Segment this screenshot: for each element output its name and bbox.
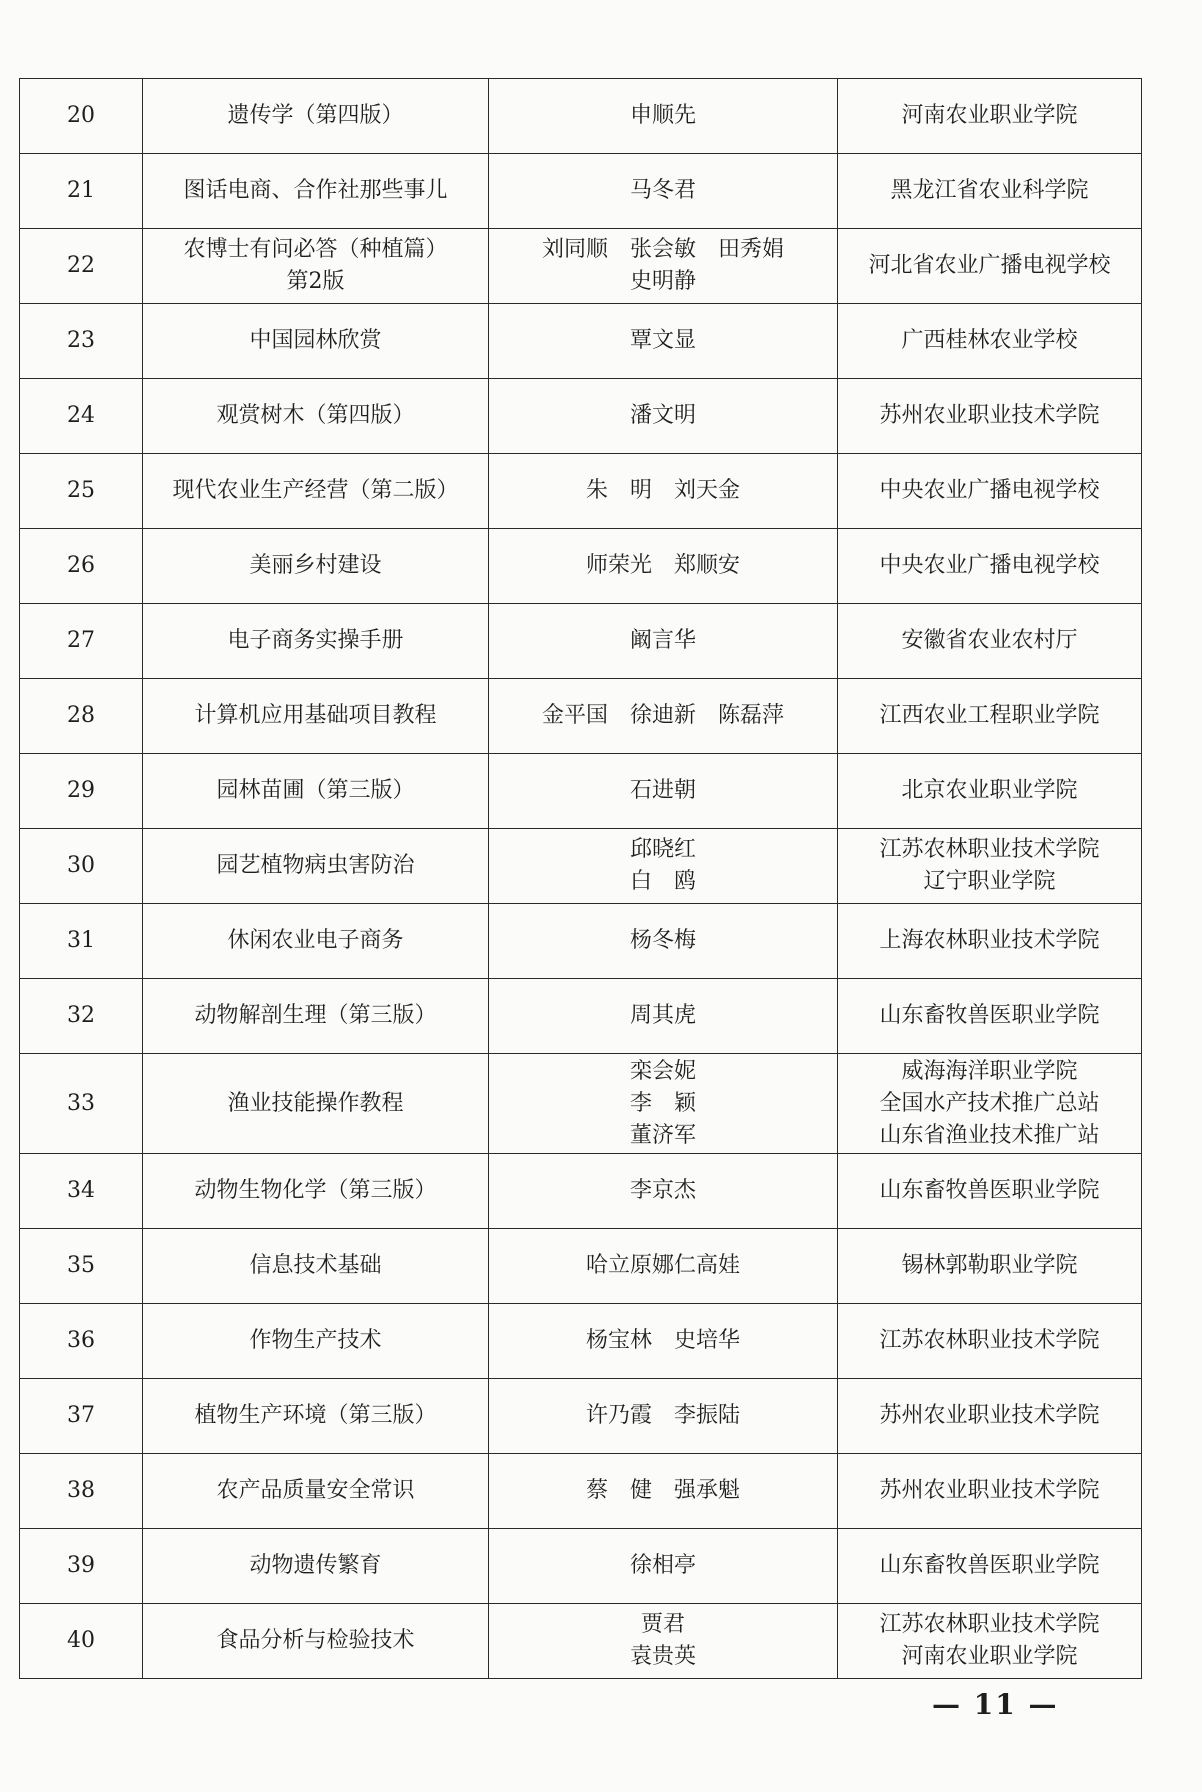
table-row (20, 1529, 1142, 1604)
row-number: 38 (20, 1454, 143, 1529)
organization-cell (838, 1304, 1142, 1379)
row-number: 35 (20, 1229, 143, 1304)
table-row (20, 829, 1142, 904)
author-names: 董济军 (629, 1122, 696, 1148)
book-title-cell (143, 1304, 489, 1379)
organization: 中央农业广播电视学校 (879, 478, 1100, 503)
book-title-cell (143, 79, 489, 154)
table-row (20, 1154, 1142, 1229)
book-title-cell (143, 904, 489, 979)
organization-cell (838, 1379, 1142, 1454)
author-names-cell (489, 1054, 838, 1154)
table-row (20, 604, 1142, 679)
book-title: 园艺植物病虫害防治 (216, 853, 415, 878)
author-names: 哈立原娜仁高娃 (585, 1253, 740, 1278)
author-names-cell (489, 979, 838, 1054)
author-names-cell (489, 904, 838, 979)
row-number: 20 (20, 79, 143, 154)
organization-cell (838, 979, 1142, 1054)
table-row (20, 529, 1142, 604)
organization: 安徽省农业农村厅 (901, 628, 1078, 653)
author-names: 栾会妮 (629, 1058, 696, 1084)
book-title: 现代农业生产经营（第二版） (172, 478, 459, 503)
book-title-cell (143, 379, 489, 454)
organization-cell (838, 1229, 1142, 1304)
author-names-cell (489, 679, 838, 754)
organization: 江西农业工程职业学院 (879, 703, 1100, 728)
author-names: 白 鸥 (629, 869, 696, 894)
organization: 全国水产技术推广总站 (879, 1090, 1100, 1116)
organization: 苏州农业职业技术学院 (879, 403, 1100, 428)
author-names-cell (489, 829, 838, 904)
book-title-cell (143, 1604, 489, 1679)
organization-cell (838, 1529, 1142, 1604)
author-names-cell (489, 1529, 838, 1604)
book-title: 食品分析与检验技术 (216, 1628, 415, 1653)
author-names: 朱 明 刘天金 (585, 478, 740, 503)
row-number: 37 (20, 1379, 143, 1454)
author-names: 阚言华 (629, 628, 696, 653)
organization: 北京农业职业学院 (901, 778, 1078, 803)
table-row (20, 979, 1142, 1054)
book-title-cell (143, 679, 489, 754)
row-number: 34 (20, 1154, 143, 1229)
row-number: 32 (20, 979, 143, 1054)
row-number: 21 (20, 154, 143, 229)
organization-cell (838, 679, 1142, 754)
book-title-cell (143, 754, 489, 829)
table-row (20, 1054, 1142, 1154)
book-title-cell (143, 529, 489, 604)
author-names-cell (489, 304, 838, 379)
author-names: 蔡 健 强承魁 (585, 1478, 740, 1503)
author-names: 徐相亭 (629, 1553, 696, 1578)
author-names: 潘文明 (629, 403, 696, 428)
organization-cell (838, 1054, 1142, 1154)
table-row (20, 679, 1142, 754)
book-title: 美丽乡村建设 (249, 553, 382, 578)
organization-cell (838, 1154, 1142, 1229)
book-title-cell (143, 1054, 489, 1154)
table-row (20, 754, 1142, 829)
row-number: 28 (20, 679, 143, 754)
book-title: 休闲农业电子商务 (227, 928, 404, 953)
organization: 苏州农业职业技术学院 (879, 1478, 1100, 1503)
row-number: 25 (20, 454, 143, 529)
row-number: 26 (20, 529, 143, 604)
book-title: 第2版 (286, 269, 345, 294)
book-title: 动物生物化学（第三版） (194, 1178, 437, 1203)
book-title: 农博士有问必答（种植篇） (183, 237, 448, 262)
author-names-cell (489, 1304, 838, 1379)
book-title: 作物生产技术 (249, 1328, 382, 1353)
book-title-cell (143, 1229, 489, 1304)
organization: 广西桂林农业学校 (901, 328, 1078, 353)
organization-cell (838, 904, 1142, 979)
book-title-cell (143, 1454, 489, 1529)
row-number: 24 (20, 379, 143, 454)
book-title: 农产品质量安全常识 (216, 1478, 415, 1503)
organization: 黑龙江省农业科学院 (890, 178, 1089, 203)
organization: 江苏农林职业技术学院 (879, 1328, 1100, 1353)
organization-cell (838, 304, 1142, 379)
book-title: 动物解剖生理（第三版） (194, 1003, 437, 1028)
organization: 上海农林职业技术学院 (879, 928, 1100, 953)
table-row (20, 454, 1142, 529)
author-names: 李京杰 (629, 1178, 696, 1203)
table-row (20, 1454, 1142, 1529)
organization: 辽宁职业学院 (923, 869, 1056, 894)
organization-cell (838, 1604, 1142, 1679)
row-number: 33 (20, 1054, 143, 1154)
table-row (20, 304, 1142, 379)
book-title-cell (143, 304, 489, 379)
organization: 锡林郭勒职业学院 (901, 1253, 1078, 1278)
book-title-cell (143, 1154, 489, 1229)
author-names: 师荣光 郑顺安 (585, 553, 740, 578)
book-title-cell (143, 1529, 489, 1604)
author-names-cell (489, 454, 838, 529)
organization: 山东畜牧兽医职业学院 (879, 1553, 1100, 1578)
organization: 山东畜牧兽医职业学院 (879, 1003, 1100, 1028)
row-number: 30 (20, 829, 143, 904)
organization: 河南农业职业学院 (901, 103, 1078, 128)
row-number: 22 (20, 229, 143, 304)
table-body (20, 79, 1142, 1679)
page-number: — 11 — (932, 1688, 1059, 1721)
book-title-cell (143, 229, 489, 304)
author-names-cell (489, 529, 838, 604)
organization: 河南农业职业学院 (901, 1644, 1078, 1669)
row-number: 23 (20, 304, 143, 379)
author-names-cell (489, 1454, 838, 1529)
table-row (20, 379, 1142, 454)
table-row (20, 1229, 1142, 1304)
author-names: 覃文显 (629, 328, 696, 353)
book-title: 渔业技能操作教程 (227, 1090, 404, 1116)
table-row (20, 79, 1142, 154)
book-title: 遗传学（第四版） (227, 103, 404, 128)
row-number: 27 (20, 604, 143, 679)
organization-cell (838, 79, 1142, 154)
author-names: 杨冬梅 (629, 928, 696, 953)
author-names-cell (489, 229, 838, 304)
author-names: 周其虎 (629, 1003, 696, 1028)
book-title-cell (143, 1379, 489, 1454)
book-title: 动物遗传繁育 (249, 1553, 382, 1578)
organization-cell (838, 604, 1142, 679)
book-title: 植物生产环境（第三版） (194, 1403, 437, 1428)
author-names: 袁贵英 (629, 1644, 696, 1669)
organization: 江苏农林职业技术学院 (879, 1612, 1100, 1637)
author-names-cell (489, 1379, 838, 1454)
organization-cell (838, 229, 1142, 304)
author-names: 邱晓红 (629, 837, 696, 862)
book-title: 信息技术基础 (249, 1253, 382, 1278)
author-names: 马冬君 (629, 178, 696, 203)
organization: 山东畜牧兽医职业学院 (879, 1178, 1100, 1203)
organization: 江苏农林职业技术学院 (879, 837, 1100, 862)
book-title-cell (143, 454, 489, 529)
organization-cell (838, 1454, 1142, 1529)
table-row (20, 154, 1142, 229)
organization: 威海海洋职业学院 (901, 1058, 1078, 1084)
author-names-cell (489, 604, 838, 679)
organization: 中央农业广播电视学校 (879, 553, 1100, 578)
author-names-cell (489, 79, 838, 154)
row-number: 31 (20, 904, 143, 979)
organization-cell (838, 154, 1142, 229)
author-names-cell (489, 154, 838, 229)
author-names-cell (489, 1154, 838, 1229)
author-names-cell (489, 379, 838, 454)
textbook-table (19, 78, 1142, 1679)
author-names-cell (489, 1229, 838, 1304)
book-title: 图话电商、合作社那些事儿 (183, 178, 448, 203)
book-title-cell (143, 829, 489, 904)
organization-cell (838, 829, 1142, 904)
book-title-cell (143, 604, 489, 679)
row-number: 39 (20, 1529, 143, 1604)
table-row (20, 1604, 1142, 1679)
book-title-cell (143, 979, 489, 1054)
row-number: 29 (20, 754, 143, 829)
author-names: 申顺先 (629, 103, 696, 128)
author-names-cell (489, 1604, 838, 1679)
author-names: 刘同顺 张会敏 田秀娟 (541, 237, 784, 262)
book-title: 计算机应用基础项目教程 (194, 703, 437, 728)
organization-cell (838, 529, 1142, 604)
author-names: 许乃霞 李振陆 (585, 1403, 740, 1428)
table-row (20, 1379, 1142, 1454)
book-title: 中国园林欣赏 (249, 328, 382, 353)
row-number: 36 (20, 1304, 143, 1379)
book-title: 电子商务实操手册 (227, 628, 404, 653)
book-title: 园林苗圃（第三版） (216, 778, 415, 803)
book-title-cell (143, 154, 489, 229)
author-names: 贾君 (640, 1612, 685, 1637)
organization-cell (838, 754, 1142, 829)
table-row (20, 1304, 1142, 1379)
organization-cell (838, 379, 1142, 454)
table-row (20, 904, 1142, 979)
author-names: 李 颖 (629, 1090, 696, 1116)
author-names: 金平国 徐迪新 陈磊萍 (541, 703, 784, 728)
author-names: 杨宝林 史培华 (585, 1328, 740, 1353)
organization: 苏州农业职业技术学院 (879, 1403, 1100, 1428)
organization: 山东省渔业技术推广站 (879, 1122, 1100, 1148)
book-title: 观赏树木（第四版） (216, 403, 415, 428)
table-row (20, 229, 1142, 304)
row-number: 40 (20, 1604, 143, 1679)
author-names: 史明静 (629, 269, 696, 294)
author-names-cell (489, 754, 838, 829)
organization-cell (838, 454, 1142, 529)
author-names: 石进朝 (629, 778, 696, 803)
organization: 河北省农业广播电视学校 (868, 253, 1111, 278)
